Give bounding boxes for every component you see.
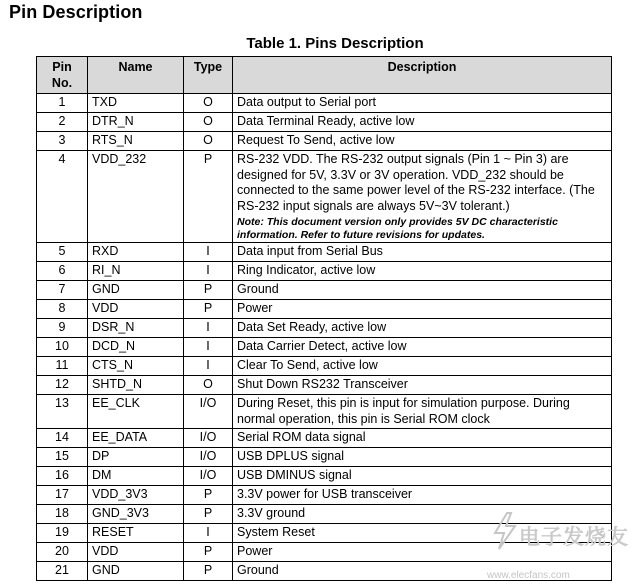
table-row bbox=[37, 319, 612, 338]
description-cell bbox=[233, 113, 612, 132]
pin-cell-text: 9 bbox=[58, 320, 66, 334]
table-row bbox=[37, 395, 612, 429]
type-cell-text: O bbox=[203, 133, 213, 147]
description-cell-text: 3.3V ground bbox=[237, 506, 306, 520]
description-cell bbox=[233, 243, 612, 262]
watermark-url: www.elecfans.com bbox=[487, 570, 570, 581]
type-cell bbox=[184, 448, 233, 467]
type-cell bbox=[184, 467, 233, 486]
table-row bbox=[37, 357, 612, 376]
pin-cell-text: 13 bbox=[55, 396, 69, 410]
table-row bbox=[37, 94, 612, 113]
description-cell bbox=[233, 467, 612, 486]
description-cell-text: Clear To Send, active low bbox=[237, 358, 378, 372]
table-row bbox=[37, 262, 612, 281]
name-cell bbox=[88, 132, 184, 151]
table-row bbox=[37, 281, 612, 300]
type-cell bbox=[184, 357, 233, 376]
type-cell-text: O bbox=[203, 95, 213, 109]
name-cell bbox=[88, 395, 184, 429]
name-cell bbox=[88, 243, 184, 262]
type-cell-text: P bbox=[203, 282, 213, 296]
pin-cell-text: 1 bbox=[58, 95, 66, 109]
type-cell-text: I/O bbox=[199, 449, 217, 463]
table-row bbox=[37, 467, 612, 486]
pin-cell-text: 16 bbox=[55, 468, 69, 482]
column-header-pin: Pin No. bbox=[37, 57, 88, 94]
type-cell-text: P bbox=[203, 301, 213, 315]
name-cell-text: EE_DATA bbox=[92, 430, 148, 444]
pin-cell bbox=[37, 505, 88, 524]
type-cell bbox=[184, 505, 233, 524]
column-header-type: Type bbox=[184, 57, 233, 94]
name-cell-text: DP bbox=[92, 449, 110, 463]
pin-cell-text: 5 bbox=[58, 244, 66, 258]
type-cell bbox=[184, 319, 233, 338]
name-cell bbox=[88, 357, 184, 376]
pin-cell-text: 14 bbox=[55, 430, 69, 444]
type-cell bbox=[184, 300, 233, 319]
pin-cell-text: 2 bbox=[58, 114, 66, 128]
name-cell-text: DSR_N bbox=[92, 320, 135, 334]
pin-cell bbox=[37, 467, 88, 486]
type-cell-text: P bbox=[203, 506, 213, 520]
type-cell-text: P bbox=[203, 563, 213, 577]
type-cell bbox=[184, 395, 233, 429]
description-cell-text: During Reset, this pin is input for simulation purpose. During normal operation, this pin is Serial ROM clock bbox=[237, 396, 570, 426]
pin-cell-text: 6 bbox=[58, 263, 66, 277]
table-caption: Table 1. Pins Description bbox=[246, 35, 424, 52]
pin-cell-text: 21 bbox=[55, 563, 69, 577]
type-cell-text: P bbox=[203, 544, 213, 558]
table-row bbox=[37, 376, 612, 395]
name-cell bbox=[88, 94, 184, 113]
table-row bbox=[37, 486, 612, 505]
type-cell-text: I bbox=[206, 263, 210, 277]
description-cell-text: Data Carrier Detect, active low bbox=[237, 339, 407, 353]
description-cell-text: Data Set Ready, active low bbox=[237, 320, 387, 334]
pin-cell-text: 15 bbox=[55, 449, 69, 463]
description-cell-text: 3.3V power for USB transceiver bbox=[237, 487, 413, 501]
description-cell bbox=[233, 281, 612, 300]
type-cell bbox=[184, 524, 233, 543]
type-cell bbox=[184, 151, 233, 243]
name-cell-text: VDD_3V3 bbox=[92, 487, 148, 501]
name-cell-text: RI_N bbox=[92, 263, 121, 277]
name-cell-text: VDD_232 bbox=[92, 152, 147, 166]
description-cell-text: Power bbox=[237, 544, 273, 558]
description-cell-text: Ground bbox=[237, 563, 279, 577]
description-cell bbox=[233, 132, 612, 151]
description-cell-text: System Reset bbox=[237, 525, 315, 539]
table-row bbox=[37, 448, 612, 467]
name-cell-text: DM bbox=[92, 468, 112, 482]
pin-cell bbox=[37, 376, 88, 395]
description-cell-text: Data output to Serial port bbox=[237, 95, 376, 109]
pin-cell bbox=[37, 395, 88, 429]
name-cell bbox=[88, 113, 184, 132]
description-cell-text: Data input from Serial Bus bbox=[237, 244, 383, 258]
name-cell bbox=[88, 376, 184, 395]
description-cell bbox=[233, 338, 612, 357]
name-cell-text: VDD bbox=[92, 301, 119, 315]
name-cell-text: RESET bbox=[92, 525, 134, 539]
name-cell-text: GND bbox=[92, 563, 120, 577]
pin-cell-text: 20 bbox=[55, 544, 69, 558]
pin-cell-text: 11 bbox=[55, 358, 69, 372]
pin-cell bbox=[37, 151, 88, 243]
name-cell-text: GND bbox=[92, 282, 120, 296]
page-heading: Pin Description bbox=[9, 2, 143, 22]
description-cell-text: Ground bbox=[237, 282, 279, 296]
pins-table bbox=[36, 56, 612, 581]
pin-cell bbox=[37, 429, 88, 448]
description-cell bbox=[233, 429, 612, 448]
name-cell bbox=[88, 543, 184, 562]
description-cell bbox=[233, 94, 612, 113]
table-row bbox=[37, 151, 612, 243]
pin-cell-text: 19 bbox=[55, 525, 69, 539]
name-cell bbox=[88, 429, 184, 448]
type-cell-text: P bbox=[203, 152, 213, 166]
pin-cell bbox=[37, 262, 88, 281]
name-cell-text: DTR_N bbox=[92, 114, 134, 128]
description-cell-text: Request To Send, active low bbox=[237, 133, 395, 147]
description-cell bbox=[233, 357, 612, 376]
type-cell-text: I bbox=[206, 358, 210, 372]
type-cell-text: I/O bbox=[199, 396, 217, 410]
type-cell-text: I/O bbox=[199, 430, 217, 444]
pin-cell-text: 4 bbox=[58, 152, 66, 166]
name-cell-text: SHTD_N bbox=[92, 377, 143, 391]
description-cell-text: Ring Indicator, active low bbox=[237, 263, 376, 277]
description-cell-text: Shut Down RS232 Transceiver bbox=[237, 377, 408, 391]
pins-table-body bbox=[37, 94, 612, 581]
table-row bbox=[37, 429, 612, 448]
name-cell-text: CTS_N bbox=[92, 358, 133, 372]
column-header-name: Name bbox=[88, 57, 184, 94]
name-cell bbox=[88, 448, 184, 467]
name-cell bbox=[88, 262, 184, 281]
watermark-brand: 电子发烧友 bbox=[519, 526, 629, 549]
name-cell bbox=[88, 151, 184, 243]
name-cell-text: EE_CLK bbox=[92, 396, 140, 410]
description-note: Note: This document version only provides 5V DC characteristic information. Refer to future revisions for updates. bbox=[237, 216, 558, 241]
pin-cell bbox=[37, 94, 88, 113]
type-cell bbox=[184, 243, 233, 262]
watermark bbox=[485, 511, 629, 583]
pin-cell bbox=[37, 319, 88, 338]
table-row bbox=[37, 338, 612, 357]
pin-cell bbox=[37, 243, 88, 262]
name-cell bbox=[88, 486, 184, 505]
table-row bbox=[37, 243, 612, 262]
type-cell bbox=[184, 113, 233, 132]
name-cell bbox=[88, 467, 184, 486]
name-cell bbox=[88, 524, 184, 543]
pin-cell-text: 8 bbox=[58, 301, 66, 315]
pin-cell-text: 18 bbox=[55, 506, 69, 520]
type-cell bbox=[184, 132, 233, 151]
pin-cell-text: 10 bbox=[55, 339, 69, 353]
pin-cell bbox=[37, 486, 88, 505]
description-cell-text: RS-232 VDD. The RS-232 output signals (Pin 1 ~ Pin 3) are designed for 5V, 3.3V or 3V operation. VDD_232 should be connected to the same power level of the RS-232 interface. (The RS-232 input signals are always 5V~3V tolerant.) bbox=[237, 152, 595, 213]
pin-cell bbox=[37, 132, 88, 151]
type-cell-text: P bbox=[203, 487, 213, 501]
description-cell bbox=[233, 376, 612, 395]
type-cell bbox=[184, 338, 233, 357]
type-cell bbox=[184, 94, 233, 113]
type-cell bbox=[184, 262, 233, 281]
column-header-description: Description bbox=[233, 57, 612, 94]
description-cell bbox=[233, 448, 612, 467]
table-header-row bbox=[37, 57, 612, 94]
description-cell-text: Serial ROM data signal bbox=[237, 430, 366, 444]
pin-cell-text: 3 bbox=[58, 133, 66, 147]
description-cell bbox=[233, 262, 612, 281]
name-cell bbox=[88, 562, 184, 581]
name-cell bbox=[88, 300, 184, 319]
table-row bbox=[37, 132, 612, 151]
pin-cell bbox=[37, 338, 88, 357]
type-cell bbox=[184, 543, 233, 562]
description-cell bbox=[233, 300, 612, 319]
type-cell bbox=[184, 281, 233, 300]
pin-cell bbox=[37, 448, 88, 467]
name-cell-text: RTS_N bbox=[92, 133, 133, 147]
pin-cell-text: 12 bbox=[55, 377, 69, 391]
description-cell bbox=[233, 319, 612, 338]
pin-cell bbox=[37, 543, 88, 562]
name-cell-text: VDD bbox=[92, 544, 119, 558]
description-cell-text: Power bbox=[237, 301, 273, 315]
description-cell bbox=[233, 395, 612, 429]
pin-cell bbox=[37, 524, 88, 543]
description-cell bbox=[233, 151, 612, 243]
description-cell bbox=[233, 486, 612, 505]
pin-cell bbox=[37, 113, 88, 132]
type-cell-text: I bbox=[206, 320, 210, 334]
pin-cell-text: 17 bbox=[55, 487, 69, 501]
description-cell-text: Data Terminal Ready, active low bbox=[237, 114, 415, 128]
pin-cell bbox=[37, 562, 88, 581]
type-cell bbox=[184, 376, 233, 395]
name-cell-text: RXD bbox=[92, 244, 119, 258]
type-cell-text: I bbox=[206, 244, 210, 258]
pin-cell-text: 7 bbox=[58, 282, 66, 296]
description-cell-text: USB DMINUS signal bbox=[237, 468, 352, 482]
pin-cell bbox=[37, 357, 88, 376]
table-row bbox=[37, 113, 612, 132]
name-cell bbox=[88, 338, 184, 357]
type-cell-text: O bbox=[203, 377, 213, 391]
name-cell-text: DCD_N bbox=[92, 339, 136, 353]
description-cell-text: USB DPLUS signal bbox=[237, 449, 344, 463]
name-cell-text: TXD bbox=[92, 95, 117, 109]
type-cell bbox=[184, 562, 233, 581]
name-cell-text: GND_3V3 bbox=[92, 506, 149, 520]
table-row bbox=[37, 300, 612, 319]
pin-cell bbox=[37, 281, 88, 300]
name-cell bbox=[88, 281, 184, 300]
type-cell bbox=[184, 429, 233, 448]
name-cell bbox=[88, 319, 184, 338]
type-cell-text: I/O bbox=[199, 468, 217, 482]
type-cell bbox=[184, 486, 233, 505]
type-cell-text: I bbox=[206, 525, 210, 539]
type-cell-text: O bbox=[203, 114, 213, 128]
name-cell bbox=[88, 505, 184, 524]
type-cell-text: I bbox=[206, 339, 210, 353]
pin-cell bbox=[37, 300, 88, 319]
